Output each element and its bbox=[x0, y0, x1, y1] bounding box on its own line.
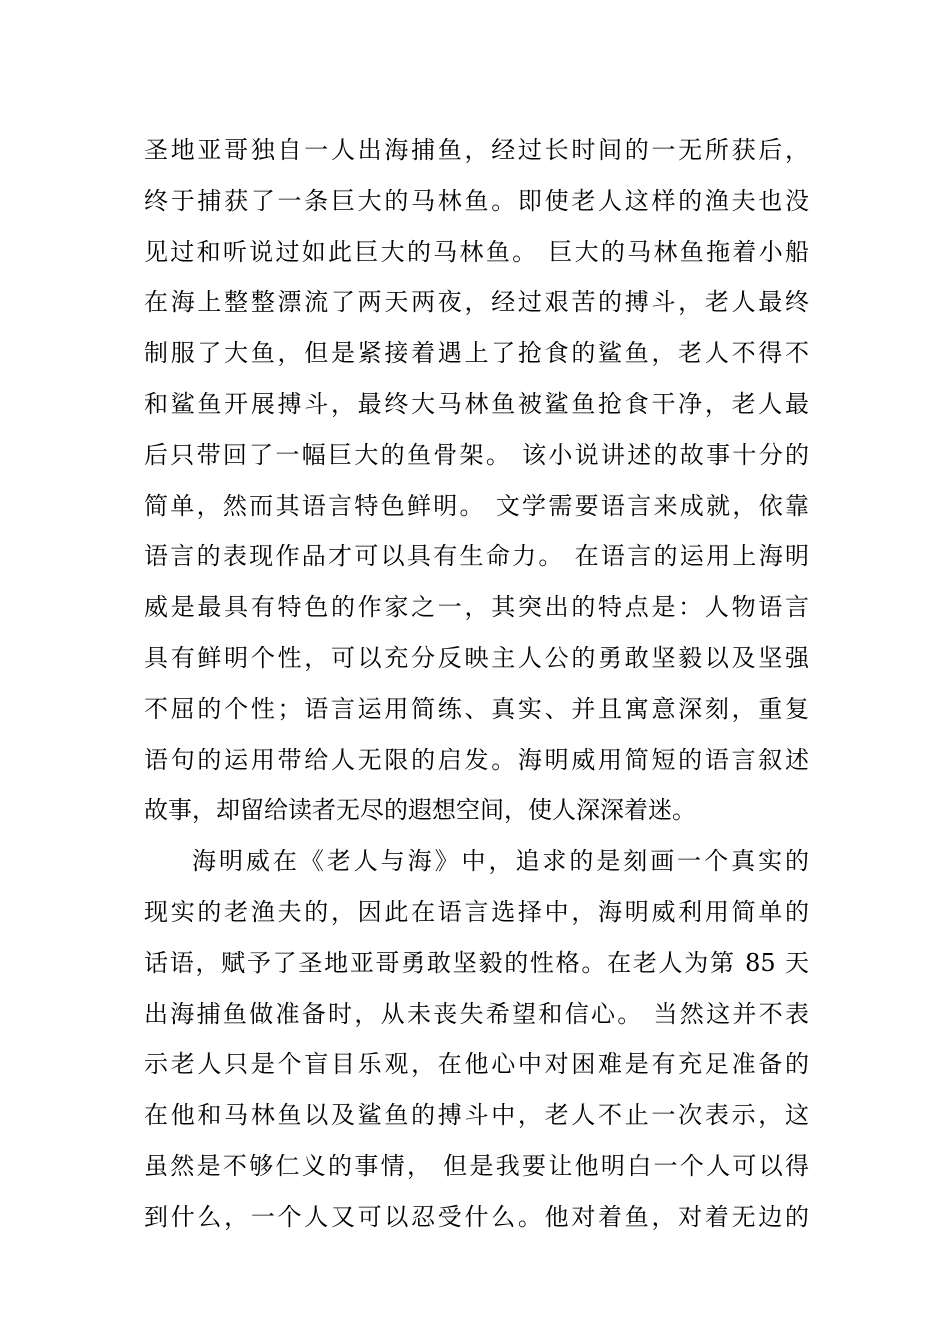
paragraph-1-line-13: 语句的运用带给人无限的启发。海明威用简短的语言叙述 bbox=[144, 745, 809, 774]
paragraph-1-line-12: 不屈的个性；语言运用简练、真实、并且寓意深刻，重复 bbox=[144, 694, 809, 723]
paragraph-1-line-2: 终于捕获了一条巨大的马林鱼。即使老人这样的渔夫也没 bbox=[144, 186, 809, 215]
paragraph-2-line-7: 虽然是不够仁义的事情， 但是我要让他明白一个人可以得 bbox=[144, 1151, 809, 1180]
paragraph-2-line-8: 到什么，一个人又可以忍受什么。他对着鱼，对着无边的 bbox=[144, 1202, 809, 1231]
paragraph-1-line-6: 和鲨鱼开展搏斗，最终大马林鱼被鲨鱼抢食干净，老人最 bbox=[144, 389, 809, 418]
paragraph-2-line-3: 话语，赋予了圣地亚哥勇敢坚毅的性格。在老人为第 85 天 bbox=[144, 948, 809, 977]
paragraph-1-line-9: 语言的表现作品才可以具有生命力。 在语言的运用上海明 bbox=[144, 542, 809, 571]
paragraph-1-line-11: 具有鲜明个性，可以充分反映主人公的勇敢坚毅以及坚强 bbox=[144, 643, 809, 672]
paragraph-1-line-1: 圣地亚哥独自一人出海捕鱼，经过长时间的一无所获后， bbox=[144, 136, 809, 164]
paragraph-2-line-4: 出海捕鱼做准备时，从未丧失希望和信心。 当然这并不表 bbox=[144, 999, 809, 1028]
paragraph-2-line-6: 在他和马林鱼以及鲨鱼的搏斗中，老人不止一次表示，这 bbox=[144, 1101, 809, 1130]
paragraph-2-line-2: 现实的老渔夫的，因此在语言选择中，海明威利用简单的 bbox=[144, 897, 809, 926]
paragraph-1-line-10: 威是最具有特色的作家之一，其突出的特点是：人物语言 bbox=[144, 593, 809, 622]
paragraph-1-line-7: 后只带回了一幅巨大的鱼骨架。 该小说讲述的故事十分的 bbox=[144, 440, 809, 469]
paragraph-2-line-1: 海明威在《老人与海》中，追求的是刻画一个真实的 bbox=[192, 847, 809, 876]
paragraph-1-line-14: 故事，却留给读者无尽的遐想空间，使人深深着迷。 bbox=[144, 796, 696, 825]
document-body bbox=[144, 125, 809, 1243]
paragraph-1-line-5: 制服了大鱼，但是紧接着遇上了抢食的鲨鱼，老人不得不 bbox=[144, 339, 809, 368]
paragraph-1-line-4: 在海上整整漂流了两天两夜，经过艰苦的搏斗，老人最终 bbox=[144, 288, 809, 317]
paragraph-1-line-3: 见过和听说过如此巨大的马林鱼。 巨大的马林鱼拖着小船 bbox=[144, 237, 809, 266]
paragraph-1-line-8: 简单，然而其语言特色鲜明。 文学需要语言来成就，依靠 bbox=[144, 491, 809, 520]
paragraph-2-line-5: 示老人只是个盲目乐观，在他心中对困难是有充足准备的 bbox=[144, 1050, 809, 1079]
